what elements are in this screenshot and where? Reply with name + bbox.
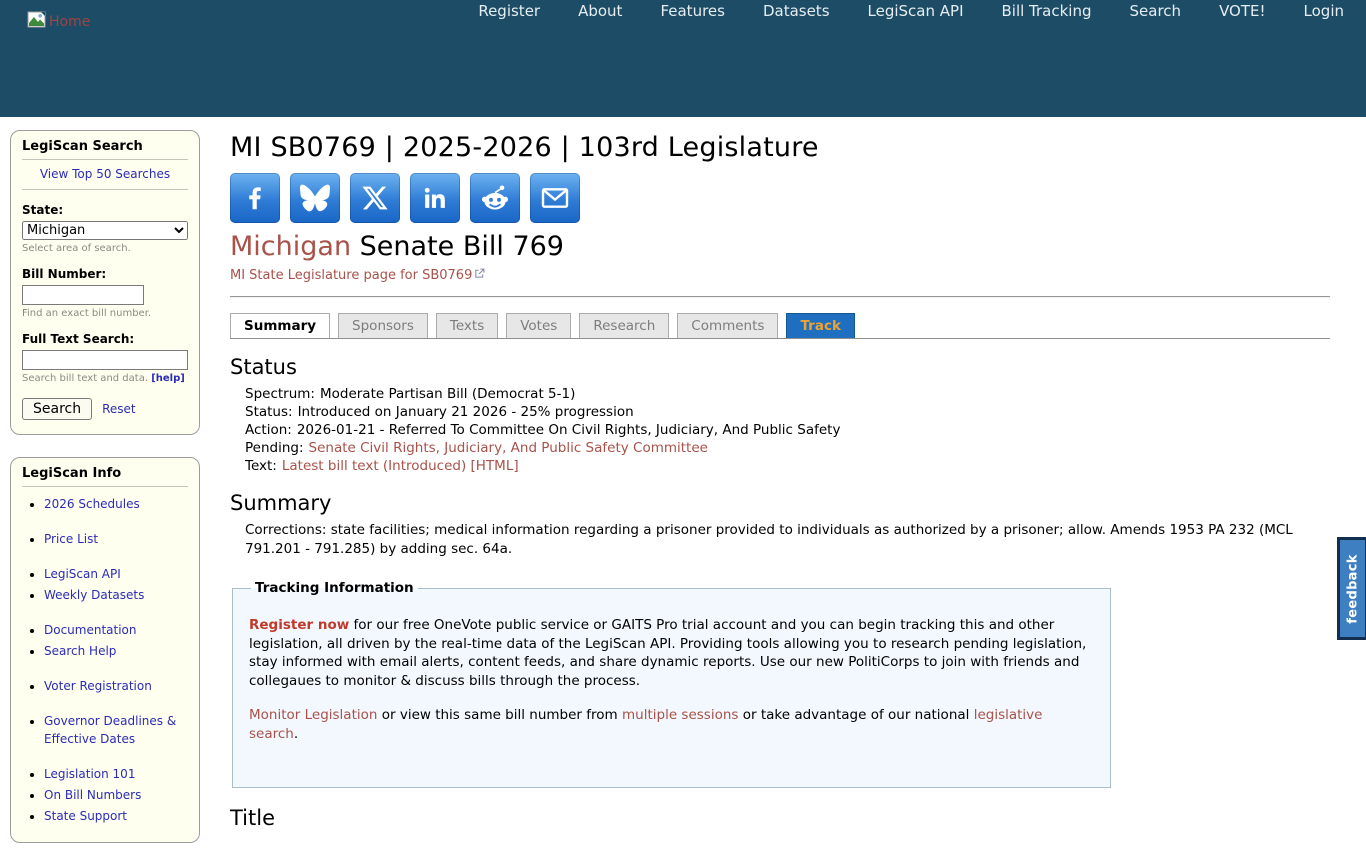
status-row-pending: Pending: Senate Civil Rights, Judiciary, And Public Safety Committee: [245, 440, 708, 456]
sidebar-item-schedules[interactable]: 2026 Schedules: [44, 497, 140, 511]
share-icons: [230, 173, 1330, 223]
bill-state-link[interactable]: Michigan: [230, 231, 352, 262]
list-item: [44, 642, 188, 660]
nav-vote[interactable]: VOTE!: [1219, 2, 1266, 20]
external-link-icon: [474, 268, 485, 283]
nav-legiscan-api[interactable]: LegiScan API: [867, 2, 964, 20]
list-item: [44, 565, 188, 583]
main-content: [230, 117, 1330, 865]
fulltext-hint: Search bill text and data.: [22, 373, 149, 384]
search-panel-title: LegiScan Search: [22, 139, 188, 160]
main-nav: [0, 0, 1366, 20]
nav-bill-tracking[interactable]: Bill Tracking: [1001, 2, 1092, 20]
share-linkedin-button[interactable]: [410, 173, 460, 223]
nav-login[interactable]: Login: [1303, 2, 1344, 20]
bluesky-icon: [300, 183, 330, 213]
search-button[interactable]: Search: [22, 398, 92, 420]
feedback-button[interactable]: [1337, 537, 1366, 640]
tracking-legend: Tracking Information: [255, 580, 414, 596]
bill-title: [230, 231, 1330, 262]
nav-datasets[interactable]: Datasets: [762, 2, 830, 20]
nav-register[interactable]: Register: [478, 2, 541, 20]
bill-tabs: [230, 313, 1330, 339]
list-item: [44, 586, 188, 604]
reset-link[interactable]: Reset: [102, 402, 136, 416]
sidebar-item-voter-registration[interactable]: Voter Registration: [44, 679, 152, 693]
tab-texts[interactable]: Texts: [436, 313, 498, 338]
sidebar-item-search-help[interactable]: Search Help: [44, 644, 117, 658]
home-link[interactable]: [27, 11, 90, 33]
share-facebook-button[interactable]: [230, 173, 280, 223]
reddit-icon: [479, 182, 511, 214]
info-panel-title: LegiScan Info: [22, 466, 188, 487]
legiscan-info-panel: [10, 457, 200, 843]
register-now-link[interactable]: Register now: [249, 617, 350, 633]
legislative-search-link[interactable]: legislative search: [249, 707, 1043, 742]
tab-track[interactable]: Track: [786, 313, 854, 338]
broken-image-icon: [27, 11, 47, 33]
sidebar-item-documentation[interactable]: Documentation: [44, 623, 137, 637]
sidebar-item-state-support[interactable]: State Support: [44, 809, 128, 823]
status-row-action: Action: 2026-01-21 - Referred To Committee On Civil Rights, Judiciary, And Public Safety: [245, 422, 841, 438]
sidebar-item-legiscan-api[interactable]: LegiScan API: [44, 567, 121, 581]
tab-votes[interactable]: Votes: [506, 313, 571, 338]
feedback-button-label: feedback: [1345, 553, 1360, 624]
status-row-status: Status: Introduced on January 21 2026 - 25% progression: [245, 404, 634, 420]
nav-features[interactable]: Features: [660, 2, 725, 20]
help-link[interactable]: [help]: [151, 373, 185, 384]
sidebar-item-weekly-datasets[interactable]: Weekly Datasets: [44, 588, 145, 602]
status-row-spectrum: Spectrum: Moderate Partisan Bill (Democrat 5-1): [245, 386, 576, 402]
latest-bill-text-link[interactable]: Latest bill text (Introduced) [HTML]: [281, 458, 519, 474]
tab-research[interactable]: Research: [579, 313, 669, 338]
list-item: [44, 621, 188, 639]
top-50-searches-link[interactable]: View Top 50 Searches: [39, 167, 171, 181]
nav-search[interactable]: Search: [1129, 2, 1182, 20]
bill-number-hint: Find an exact bill number.: [22, 308, 152, 319]
bill-number-input[interactable]: [22, 285, 144, 305]
state-hint: Select area of search.: [22, 243, 131, 254]
bill-title-rest: Senate Bill 769: [351, 231, 564, 262]
fulltext-input[interactable]: [22, 350, 188, 370]
page-title: MI SB0769 | 2025-2026 | 103rd Legislature: [230, 132, 819, 163]
tracking-information-box: [232, 580, 1111, 788]
email-icon: [539, 182, 571, 214]
legiscan-search-panel: [10, 130, 200, 435]
tab-comments[interactable]: Comments: [677, 313, 778, 338]
share-bluesky-button[interactable]: [290, 173, 340, 223]
x-icon: [361, 184, 389, 212]
fulltext-label: Full Text Search:: [22, 332, 135, 346]
sidebar-item-governor-deadlines[interactable]: Governor Deadlines & Effective Dates: [44, 714, 177, 746]
share-x-twitter-button[interactable]: [350, 173, 400, 223]
status-rows: [245, 385, 1330, 475]
list-item: [44, 677, 188, 695]
list-item: [44, 530, 188, 548]
title-heading: Title: [230, 806, 276, 830]
share-email-button[interactable]: [530, 173, 580, 223]
list-item: [44, 495, 188, 513]
status-row-text: Text: Latest bill text (Introduced) [HTML]: [245, 458, 519, 474]
sidebar: [10, 117, 210, 865]
list-item: [44, 786, 188, 804]
nav-about[interactable]: About: [578, 2, 623, 20]
state-label: State:: [22, 203, 64, 217]
state-legislature-page-link[interactable]: MI State Legislature page for SB0769: [230, 268, 473, 283]
list-item: [44, 712, 188, 748]
tracking-paragraph-1: Register now for our free OneVote public service or GAITS Pro trial account and you can begin tracking this and other legislation, all driven by the real-time data of the LegiScan API. Providing tools allowing you to research pending legislation, stay informed with email alerts, content feeds, and share dynamic reports. Use our new PolitiCorps to join with friends and collegaues to monitor & discuss bills through the process.: [249, 617, 1087, 689]
sidebar-item-legislation-101[interactable]: Legislation 101: [44, 767, 136, 781]
summary-heading: Summary: [230, 491, 332, 515]
linkedin-icon: [421, 184, 449, 212]
state-select[interactable]: [22, 221, 188, 240]
facebook-icon: [240, 183, 270, 213]
top-header: [0, 0, 1366, 117]
home-link-label: Home: [49, 14, 91, 30]
tab-summary[interactable]: Summary: [230, 313, 330, 338]
sidebar-item-price-list[interactable]: Price List: [44, 532, 99, 546]
summary-text: Corrections: state facilities; medical information regarding a prisoner provided to individuals as authorized by a prisoner; allow. Amends 1953 PA 232 (MCL 791.201 - 791.285) by adding sec. 64a.: [245, 522, 1293, 557]
tab-sponsors[interactable]: Sponsors: [338, 313, 428, 338]
status-heading: Status: [230, 355, 297, 379]
monitor-legislation-link[interactable]: Monitor Legislation: [249, 707, 378, 723]
multiple-sessions-link[interactable]: multiple sessions: [622, 707, 739, 723]
list-item: [44, 807, 188, 825]
pending-committee-link[interactable]: Senate Civil Rights, Judiciary, And Public Safety Committee: [308, 440, 708, 456]
divider: [230, 296, 1330, 298]
sidebar-item-on-bill-numbers[interactable]: On Bill Numbers: [44, 788, 142, 802]
share-reddit-button[interactable]: [470, 173, 520, 223]
bill-number-label: Bill Number:: [22, 267, 107, 281]
tracking-paragraph-2: Monitor Legislation or view this same bill number from multiple sessions or take advantage of our national legislative search.: [249, 707, 1043, 742]
